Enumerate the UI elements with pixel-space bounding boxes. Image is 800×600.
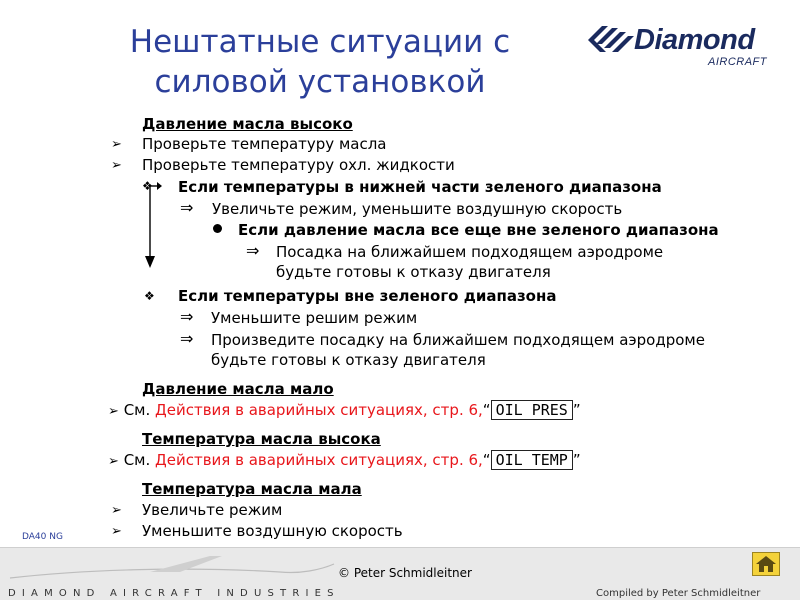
- slide-title-line2: силовой установкой: [154, 64, 486, 100]
- slide-title: [60, 22, 580, 102]
- reference-prefix: См.: [123, 451, 151, 469]
- arrow-bullet-icon: ➢: [108, 454, 119, 469]
- sub-case-label: Если давление масла все еще вне зеленого диапазона: [238, 221, 719, 239]
- oil-temp-low-heading: Температура масла мала: [142, 480, 362, 498]
- case-out-of-range-action2-line1: Произведите посадку на ближайшем подходящем аэродроме: [211, 331, 705, 349]
- oil-pres-annunciation: OIL PRES: [491, 400, 573, 420]
- double-arrow-right-icon: ⇒: [246, 241, 260, 260]
- double-arrow-right-icon: ⇒: [180, 307, 194, 326]
- sub-case-action-line1: Посадка на ближайшем подходящем аэродроме: [276, 243, 664, 261]
- arrow-bullet-icon: ➢: [108, 404, 119, 419]
- home-icon: [753, 553, 779, 575]
- model-label: DA40 NG: [22, 532, 63, 542]
- logo-wordmark: Diamond: [634, 24, 755, 56]
- case-out-of-range-label: Если температуры вне зеленого диапазона: [178, 287, 557, 305]
- sub-case-action-line2: будьте готовы к отказу двигателя: [276, 263, 551, 281]
- close-quote: ”: [572, 451, 581, 469]
- open-quote: “: [482, 401, 491, 419]
- double-arrow-right-icon: ⇒: [180, 198, 194, 217]
- logo-subtitle: AIRCRAFT: [708, 56, 767, 68]
- oil-temp-high-reference: [108, 450, 581, 472]
- slide-title-line1: Нештатные ситуации с: [129, 24, 511, 60]
- company-name: DIAMOND AIRCRAFT INDUSTRIES: [8, 588, 340, 599]
- arrow-bullet-icon: ➢: [111, 137, 122, 152]
- open-quote: “: [482, 451, 491, 469]
- copyright-text: © Peter Schmidleitner: [338, 566, 472, 580]
- oil-pressure-low-heading: Давление масла мало: [142, 380, 334, 398]
- oil-pressure-low-reference: [108, 400, 581, 422]
- double-arrow-right-icon: ⇒: [180, 329, 194, 348]
- case-low-temp-action: Увеличьте режим, уменьшите воздушную скорость: [212, 200, 623, 218]
- oil-temp-annunciation: OIL TEMP: [491, 450, 573, 470]
- emergency-procedures-link[interactable]: Действия в аварийных ситуациях, стр. 6,: [155, 451, 483, 469]
- list-item: Проверьте температуру охл. жидкости: [142, 156, 455, 174]
- oil-temp-high-heading: Температура масла высока: [142, 430, 381, 448]
- case-out-of-range-action1: Уменьшите решим режим: [211, 309, 418, 327]
- compiled-by-text: Compiled by Peter Schmidleitner: [596, 588, 761, 599]
- arrow-bullet-icon: ➢: [111, 524, 122, 539]
- case-low-temp-label: Если температуры в нижней части зеленого диапазона: [178, 178, 662, 196]
- oil-pressure-high-heading: Давление масла высоко: [142, 115, 353, 133]
- home-button[interactable]: [752, 552, 780, 576]
- four-diamond-bullet-icon: ❖: [142, 179, 153, 193]
- close-quote: ”: [572, 401, 581, 419]
- case-out-of-range-action2-line2: будьте готовы к отказу двигателя: [211, 351, 486, 369]
- emergency-procedures-link[interactable]: Действия в аварийных ситуациях, стр. 6,: [155, 401, 483, 419]
- reference-prefix: См.: [123, 401, 151, 419]
- arrow-bullet-icon: ➢: [111, 158, 122, 173]
- arrow-bullet-icon: ➢: [111, 503, 122, 518]
- diamond-logo-icon: [588, 26, 634, 56]
- four-diamond-bullet-icon: ❖: [144, 289, 155, 303]
- list-item: Увеличьте режим: [142, 501, 283, 519]
- filled-circle-bullet-icon: [213, 224, 222, 233]
- list-item: Уменьшите воздушную скорость: [142, 522, 403, 540]
- list-item: Проверьте температуру масла: [142, 135, 387, 153]
- aircraft-silhouette-icon: [0, 548, 340, 588]
